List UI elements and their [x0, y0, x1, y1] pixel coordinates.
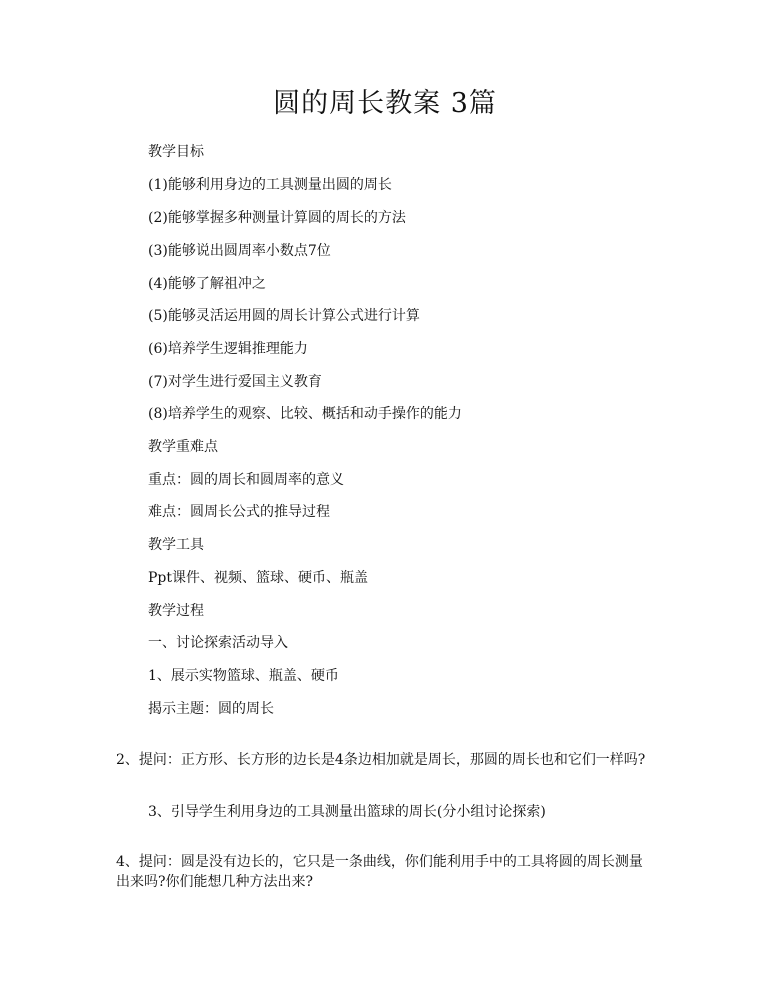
goal-item-3: (3)能够说出圆周率小数点7位	[148, 243, 331, 259]
process-section-1: 一、讨论探索活动导入	[148, 635, 288, 651]
reveal-topic: 揭示主题：圆的周长	[148, 701, 274, 717]
goal-item-7: (7)对学生进行爱国主义教育	[148, 374, 322, 390]
heading-teaching-tools: 教学工具	[148, 537, 204, 553]
goal-item-4: (4)能够了解祖冲之	[148, 276, 266, 292]
document-title: 圆的周长教案 3篇	[273, 88, 497, 119]
heading-key-difficulties: 教学重难点	[148, 439, 218, 455]
tools-list: Ppt课件、视频、篮球、硬币、瓶盖	[148, 570, 369, 586]
goal-item-8: (8)培养学生的观察、比较、概括和动手操作的能力	[148, 406, 462, 422]
process-step-2: 2、提问：正方形、长方形的边长是4条边相加就是周长，那圆的周长也和它们一样吗?	[116, 752, 646, 768]
process-step-4: 4、提问：圆是没有边长的，它只是一条曲线，你们能利用手中的工具将圆的周长测量出来吗?你们能想几种方法出来?	[116, 854, 643, 890]
process-step-1: 1、展示实物篮球、瓶盖、硬币	[148, 668, 339, 684]
goal-item-5: (5)能够灵活运用圆的周长计算公式进行计算	[148, 308, 420, 324]
goal-item-2: (2)能够掌握多种测量计算圆的周长的方法	[148, 210, 406, 226]
heading-teaching-goals: 教学目标	[148, 144, 204, 160]
heading-teaching-process: 教学过程	[148, 603, 204, 619]
key-point: 重点：圆的周长和圆周率的意义	[148, 472, 344, 488]
goal-item-6: (6)培养学生逻辑推理能力	[148, 341, 308, 357]
difficult-point: 难点：圆周长公式的推导过程	[148, 504, 330, 520]
process-step-3: 3、引导学生利用身边的工具测量出篮球的周长(分小组讨论探索)	[148, 804, 546, 820]
goal-item-1: (1)能够利用身边的工具测量出圆的周长	[148, 177, 392, 193]
